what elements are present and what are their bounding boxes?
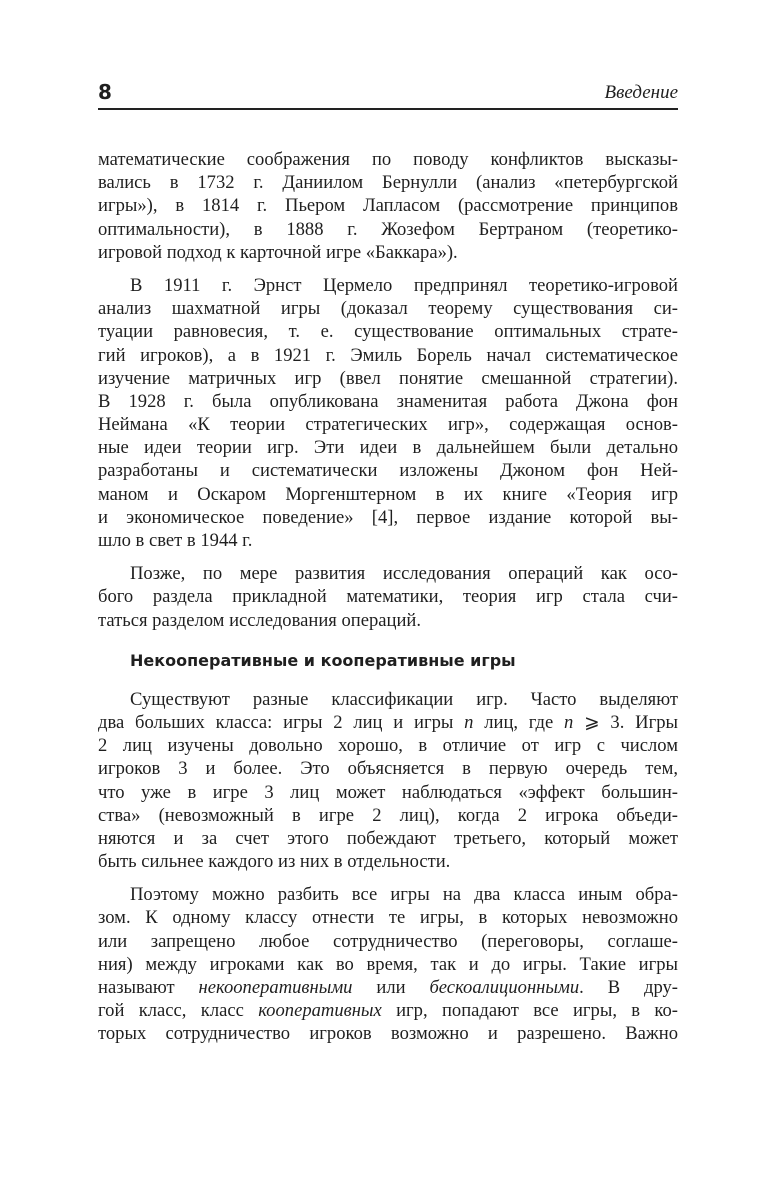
text-line: гий игроков), а в 1921 г. Эмиль Борель начал систематическое [98, 344, 678, 366]
text-line: 2 лиц изучены довольно хорошо, в отличие от игр с числом [98, 735, 678, 757]
text-line: торых сотрудничество игроков возможно и разрешено. Важно [98, 1023, 678, 1045]
text-line: анализ шахматной игры (доказал теорему существования си- [98, 298, 678, 320]
math-variable: n [564, 711, 574, 733]
text-line: Позже, по мере развития исследования операций как осо- [130, 563, 678, 585]
text-line: вались в 1732 г. Даниилом Бернулли (анализ «петербургской [98, 172, 678, 194]
page-body [98, 148, 678, 1046]
text-line: разработаны и систематически изложены Джоном фон Ней- [98, 460, 678, 482]
emphasis-term: бескоалиционными [429, 977, 580, 998]
paragraph-4 [98, 688, 678, 874]
running-title: Введение [604, 82, 678, 103]
paragraph-1 [98, 148, 678, 264]
text-line: таться разделом исследования операций. [98, 609, 422, 631]
text-line: ства» (невозможный в игре 2 лиц), когда 2 игрока объеди- [98, 804, 678, 826]
page-number: 8 [98, 80, 112, 104]
text-line: гой класс, класс кооперативных игр, попадают все игры, в ко- [98, 1000, 678, 1022]
paragraph-5 [98, 883, 678, 1045]
text-line: игровой подход к карточной игре «Баккара»). [98, 241, 458, 263]
text-line: Существуют разные классификации игр. Часто выделяют [130, 688, 678, 710]
text-line: два больших класса: игры 2 лиц и игры n лиц, где n ⩾ 3. Игры [98, 711, 678, 733]
text-line: что уже в игре 3 лиц может наблюдаться «эффект большин- [98, 781, 678, 803]
text-line: математические соображения по поводу конфликтов высказы- [98, 149, 678, 170]
text-line: В 1911 г. Эрнст Цермело предпринял теоретико-игровой [130, 274, 678, 296]
paragraph-2 [98, 274, 678, 552]
emphasis-term: кооперативных [258, 1000, 382, 1022]
math-variable: n [464, 711, 474, 733]
running-header [98, 78, 678, 110]
text-line: маном и Оскаром Моргенштерном в их книге «Теория игр [98, 483, 678, 505]
text-line: игры»), в 1814 г. Пьером Лапласом (рассмотрение принципов [98, 195, 678, 217]
section-heading: Некооперативные и кооперативные игры [130, 650, 516, 670]
text-line: зом. К одному классу отнести те игры, в которых невозможно [98, 907, 678, 929]
text-line: изучение матричных игр (ввел понятие смешанной стратегии). [98, 367, 678, 389]
paragraph-3 [98, 562, 678, 632]
text-line: Неймана «К теории стратегических игр», содержащая основ- [98, 414, 678, 436]
text-line: оптимальности), в 1888 г. Жозефом Бертраном (теоретико- [98, 218, 678, 240]
text-line: быть сильнее каждого из них в отдельности. [98, 851, 451, 873]
text-line: туации равновесия, т. е. существование оптимальных страте- [98, 321, 678, 343]
text-line: ния) между игроками как во время, так и до игры. Такие игры [98, 953, 678, 975]
text-line: или запрещено любое сотрудничество (переговоры, соглаше- [98, 930, 678, 952]
text-line: называют некооперативными или бескоалиционными. В дру- [98, 977, 678, 998]
text-line: В 1928 г. была опубликована знаменитая работа Джона фон [98, 390, 678, 412]
text-line: и экономическое поведение» [4], первое издание которой вы- [98, 506, 678, 528]
text-line: шло в свет в 1944 г. [98, 530, 253, 551]
emphasis-term: некооперативными [198, 977, 353, 998]
text-line: няются и за счет этого побеждают третьего, который может [98, 827, 678, 849]
text-line: бого раздела прикладной математики, теория игр стала счи- [98, 586, 678, 608]
text-line: игроков 3 и более. Это объясняется в первую очередь тем, [98, 758, 678, 780]
text-line: Поэтому можно разбить все игры на два класса иным обра- [130, 884, 678, 906]
text-line: ные идеи теории игр. Эти идеи в дальнейшем были детально [98, 437, 678, 459]
